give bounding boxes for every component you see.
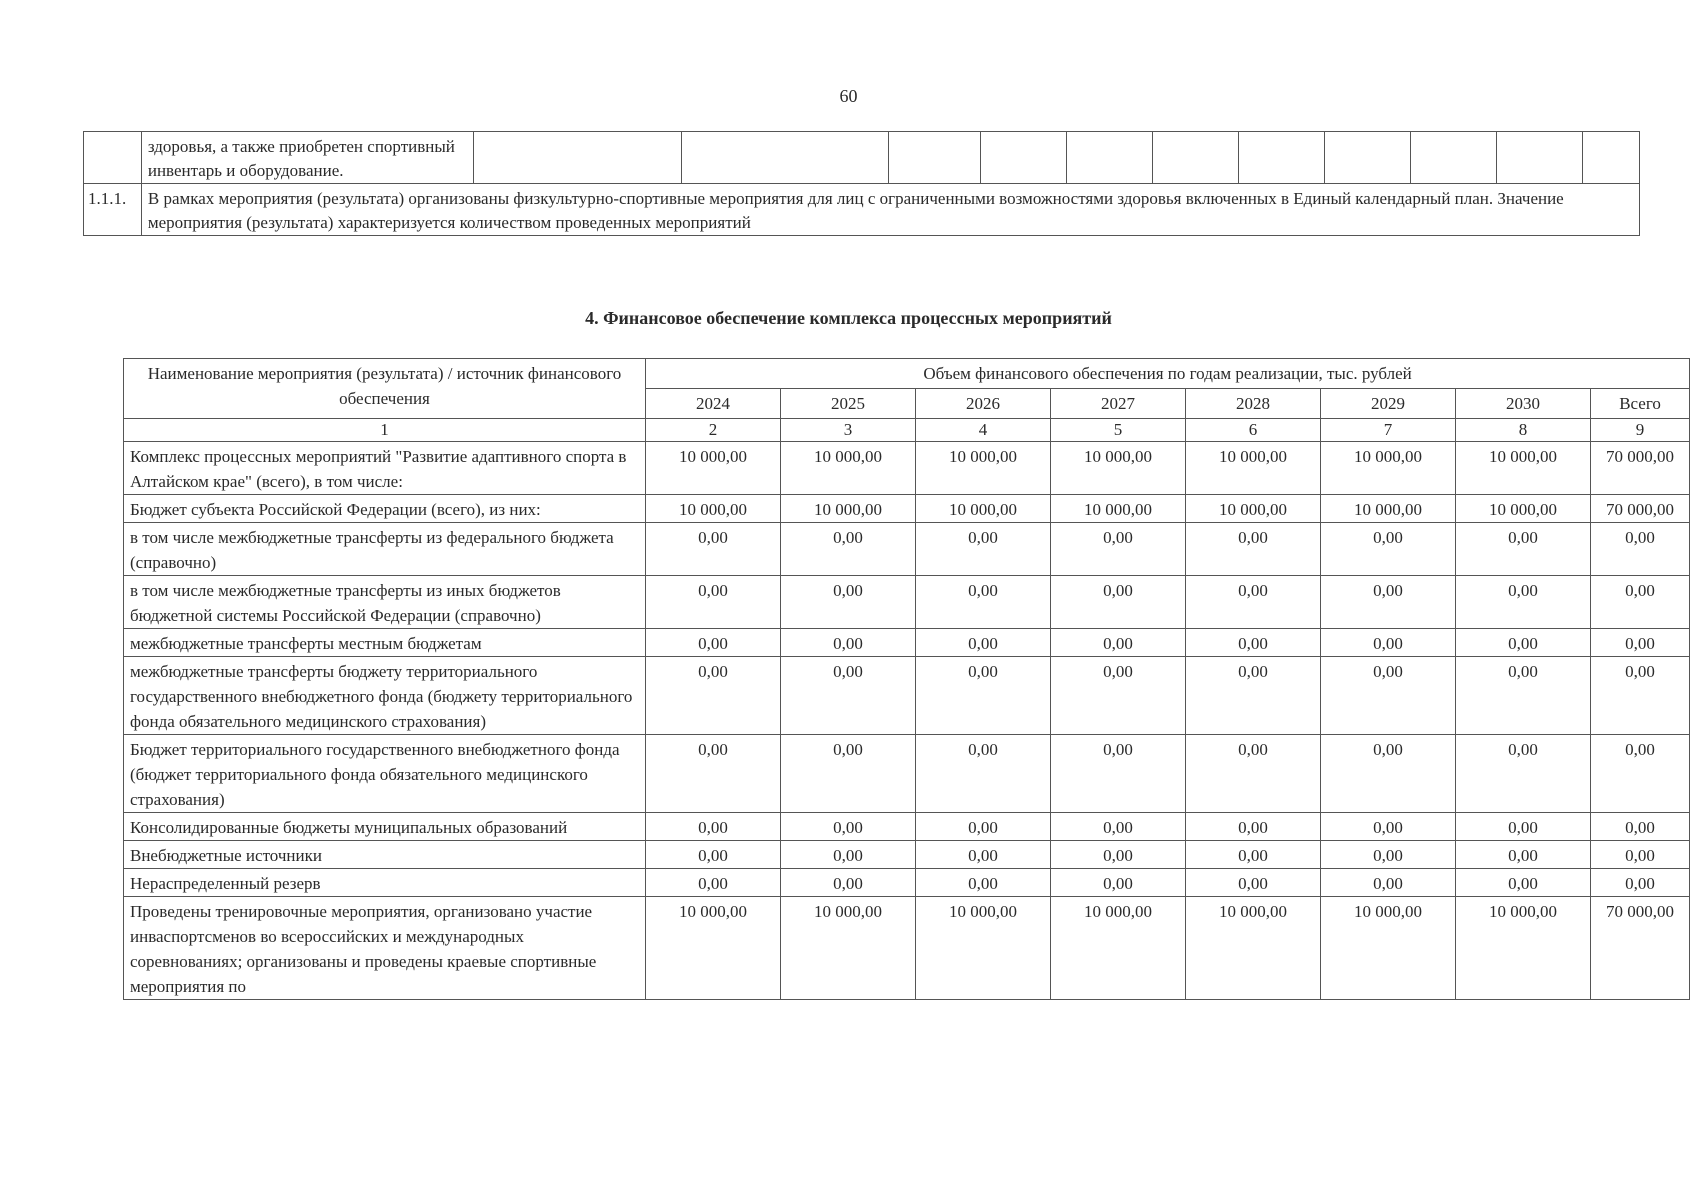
row-year-value: 0,00	[1321, 869, 1456, 897]
table-row	[124, 841, 1690, 869]
row-name: межбюджетные трансферты бюджету территориального государственного внебюджетного фонда (бюджету территориального фонда обязательного медицинского страхования)	[124, 657, 646, 735]
table-row	[124, 735, 1690, 813]
row-year-value: 0,00	[646, 523, 781, 576]
row-year-value: 0,00	[1321, 576, 1456, 629]
column-index: 8	[1456, 419, 1591, 442]
row-year-value: 10 000,00	[1051, 495, 1186, 523]
row-year-value: 0,00	[1321, 841, 1456, 869]
row-year-value: 0,00	[1456, 657, 1591, 735]
section-title: 4. Финансовое обеспечение комплекса процессных мероприятий	[585, 308, 1112, 328]
row-year-value: 0,00	[1186, 657, 1321, 735]
row-total-value: 0,00	[1591, 523, 1690, 576]
row-year-value: 0,00	[1186, 735, 1321, 813]
row-year-value: 10 000,00	[781, 897, 916, 1000]
total-header: Всего	[1591, 389, 1690, 419]
row-year-value: 0,00	[1186, 576, 1321, 629]
row-year-value: 0,00	[646, 576, 781, 629]
row-year-value: 0,00	[781, 869, 916, 897]
year-header: 2024	[646, 389, 781, 419]
column-index: 3	[781, 419, 916, 442]
row-total-value: 70 000,00	[1591, 442, 1690, 495]
year-header: 2026	[916, 389, 1051, 419]
row-year-value: 0,00	[646, 869, 781, 897]
continuation-text: здоровья, а также приобретен спортивный инвентарь и оборудование.	[141, 132, 473, 184]
table-row	[124, 813, 1690, 841]
table-row	[124, 576, 1690, 629]
financing-table	[123, 358, 1690, 1000]
row-year-value: 0,00	[781, 629, 916, 657]
row-year-value: 10 000,00	[1051, 442, 1186, 495]
column-index: 9	[1591, 419, 1690, 442]
row-year-value: 0,00	[1186, 629, 1321, 657]
row-year-value: 0,00	[1456, 869, 1591, 897]
column-index-row	[124, 419, 1690, 442]
year-header: 2025	[781, 389, 916, 419]
row-total-value: 0,00	[1591, 629, 1690, 657]
row-year-value: 10 000,00	[916, 442, 1051, 495]
year-header: 2028	[1186, 389, 1321, 419]
column-index: 1	[124, 419, 646, 442]
row-year-value: 10 000,00	[1321, 442, 1456, 495]
row-year-value: 0,00	[1456, 841, 1591, 869]
row-year-value: 0,00	[1321, 523, 1456, 576]
row-year-value: 10 000,00	[1456, 897, 1591, 1000]
column-index: 2	[646, 419, 781, 442]
row-total-value: 70 000,00	[1591, 495, 1690, 523]
row-year-value: 0,00	[916, 629, 1051, 657]
row-name: Консолидированные бюджеты муниципальных образований	[124, 813, 646, 841]
table-row	[124, 523, 1690, 576]
result-description: В рамках мероприятия (результата) организованы физкультурно-спортивные мероприятия для лиц с ограниченными возможностями здоровья включенных в Единый календарный план. Значение мероприятия (результата) характеризуется количеством проведенных мероприятий	[141, 184, 1639, 236]
row-year-value: 0,00	[1186, 813, 1321, 841]
table-row	[124, 442, 1690, 495]
row-year-value: 0,00	[781, 657, 916, 735]
row-year-value: 10 000,00	[781, 495, 916, 523]
row-year-value: 0,00	[916, 523, 1051, 576]
column-index: 5	[1051, 419, 1186, 442]
row-year-value: 0,00	[1051, 657, 1186, 735]
row-year-value: 0,00	[916, 576, 1051, 629]
row-name: в том числе межбюджетные трансферты из иных бюджетов бюджетной системы Российской Федерации (справочно)	[124, 576, 646, 629]
row-year-value: 0,00	[646, 813, 781, 841]
header-row	[124, 359, 1690, 389]
row-year-value: 0,00	[646, 735, 781, 813]
row-year-value: 10 000,00	[916, 495, 1051, 523]
column-index: 4	[916, 419, 1051, 442]
row-year-value: 0,00	[1186, 841, 1321, 869]
row-year-value: 0,00	[646, 841, 781, 869]
row-year-value: 0,00	[781, 841, 916, 869]
row-year-value: 0,00	[1456, 629, 1591, 657]
row-year-value: 0,00	[1321, 813, 1456, 841]
row-total-value: 70 000,00	[1591, 897, 1690, 1000]
row-year-value: 0,00	[646, 629, 781, 657]
row-name: межбюджетные трансферты местным бюджетам	[124, 629, 646, 657]
row-year-value: 0,00	[1051, 813, 1186, 841]
row-year-value: 10 000,00	[646, 495, 781, 523]
table-row	[124, 869, 1690, 897]
row-total-value: 0,00	[1591, 657, 1690, 735]
year-header: 2030	[1456, 389, 1591, 419]
row-year-value: 0,00	[916, 813, 1051, 841]
continuation-table	[83, 131, 1640, 236]
table-row	[124, 897, 1690, 1000]
row-year-value: 0,00	[1051, 576, 1186, 629]
row-year-value: 0,00	[1051, 869, 1186, 897]
row-total-value: 0,00	[1591, 735, 1690, 813]
continuation-row	[84, 132, 1640, 184]
row-year-value: 0,00	[916, 841, 1051, 869]
row-year-value: 0,00	[646, 657, 781, 735]
row-year-value: 0,00	[916, 657, 1051, 735]
year-header: 2027	[1051, 389, 1186, 419]
row-name: Проведены тренировочные мероприятия, организовано участие инваспортсменов во всероссийских и международных соревнованиях; организованы и проведены краевые спортивные мероприятия по	[124, 897, 646, 1000]
row-year-value: 0,00	[781, 813, 916, 841]
row-year-value: 10 000,00	[646, 897, 781, 1000]
row-year-value: 10 000,00	[646, 442, 781, 495]
row-name: Бюджет субъекта Российской Федерации (всего), из них:	[124, 495, 646, 523]
row-year-value: 0,00	[1456, 523, 1591, 576]
row-name: Бюджет территориального государственного внебюджетного фонда (бюджет территориального фонда обязательного медицинского страхования)	[124, 735, 646, 813]
row-year-value: 0,00	[1456, 735, 1591, 813]
row-year-value: 10 000,00	[1321, 897, 1456, 1000]
row-year-value: 10 000,00	[916, 897, 1051, 1000]
row-year-value: 10 000,00	[1186, 442, 1321, 495]
table-row	[124, 629, 1690, 657]
row-year-value: 0,00	[1186, 869, 1321, 897]
row-year-value: 0,00	[1051, 523, 1186, 576]
row-year-value: 0,00	[916, 869, 1051, 897]
row-year-value: 0,00	[1321, 629, 1456, 657]
row-name: Нераспределенный резерв	[124, 869, 646, 897]
table-row	[124, 495, 1690, 523]
year-header: 2029	[1321, 389, 1456, 419]
row-name: Комплекс процессных мероприятий "Развитие адаптивного спорта в Алтайском крае" (всего), в том числе:	[124, 442, 646, 495]
row-year-value: 0,00	[916, 735, 1051, 813]
row-total-value: 0,00	[1591, 841, 1690, 869]
row-total-value: 0,00	[1591, 869, 1690, 897]
row-year-value: 0,00	[1456, 576, 1591, 629]
result-row	[84, 184, 1640, 236]
row-year-value: 0,00	[781, 735, 916, 813]
result-number: 1.1.1.	[84, 184, 142, 236]
row-year-value: 0,00	[781, 523, 916, 576]
table-row	[124, 657, 1690, 735]
column-index: 6	[1186, 419, 1321, 442]
row-year-value: 10 000,00	[1051, 897, 1186, 1000]
row-year-value: 0,00	[1321, 657, 1456, 735]
row-year-value: 10 000,00	[1456, 495, 1591, 523]
row-total-value: 0,00	[1591, 813, 1690, 841]
header-name: Наименование мероприятия (результата) / источник финансового обеспечения	[124, 359, 646, 419]
header-volume: Объем финансового обеспечения по годам реализации, тыс. рублей	[646, 359, 1690, 389]
row-year-value: 0,00	[1051, 735, 1186, 813]
row-name: в том числе межбюджетные трансферты из федерального бюджета (справочно)	[124, 523, 646, 576]
row-year-value: 0,00	[1186, 523, 1321, 576]
row-year-value: 0,00	[1051, 841, 1186, 869]
row-year-value: 0,00	[781, 576, 916, 629]
row-year-value: 10 000,00	[1186, 495, 1321, 523]
row-year-value: 0,00	[1456, 813, 1591, 841]
row-year-value: 10 000,00	[1186, 897, 1321, 1000]
row-year-value: 0,00	[1321, 735, 1456, 813]
column-index: 7	[1321, 419, 1456, 442]
row-total-value: 0,00	[1591, 576, 1690, 629]
page-number: 60	[839, 86, 858, 106]
row-year-value: 10 000,00	[781, 442, 916, 495]
row-year-value: 10 000,00	[1456, 442, 1591, 495]
row-year-value: 10 000,00	[1321, 495, 1456, 523]
row-year-value: 0,00	[1051, 629, 1186, 657]
row-name: Внебюджетные источники	[124, 841, 646, 869]
